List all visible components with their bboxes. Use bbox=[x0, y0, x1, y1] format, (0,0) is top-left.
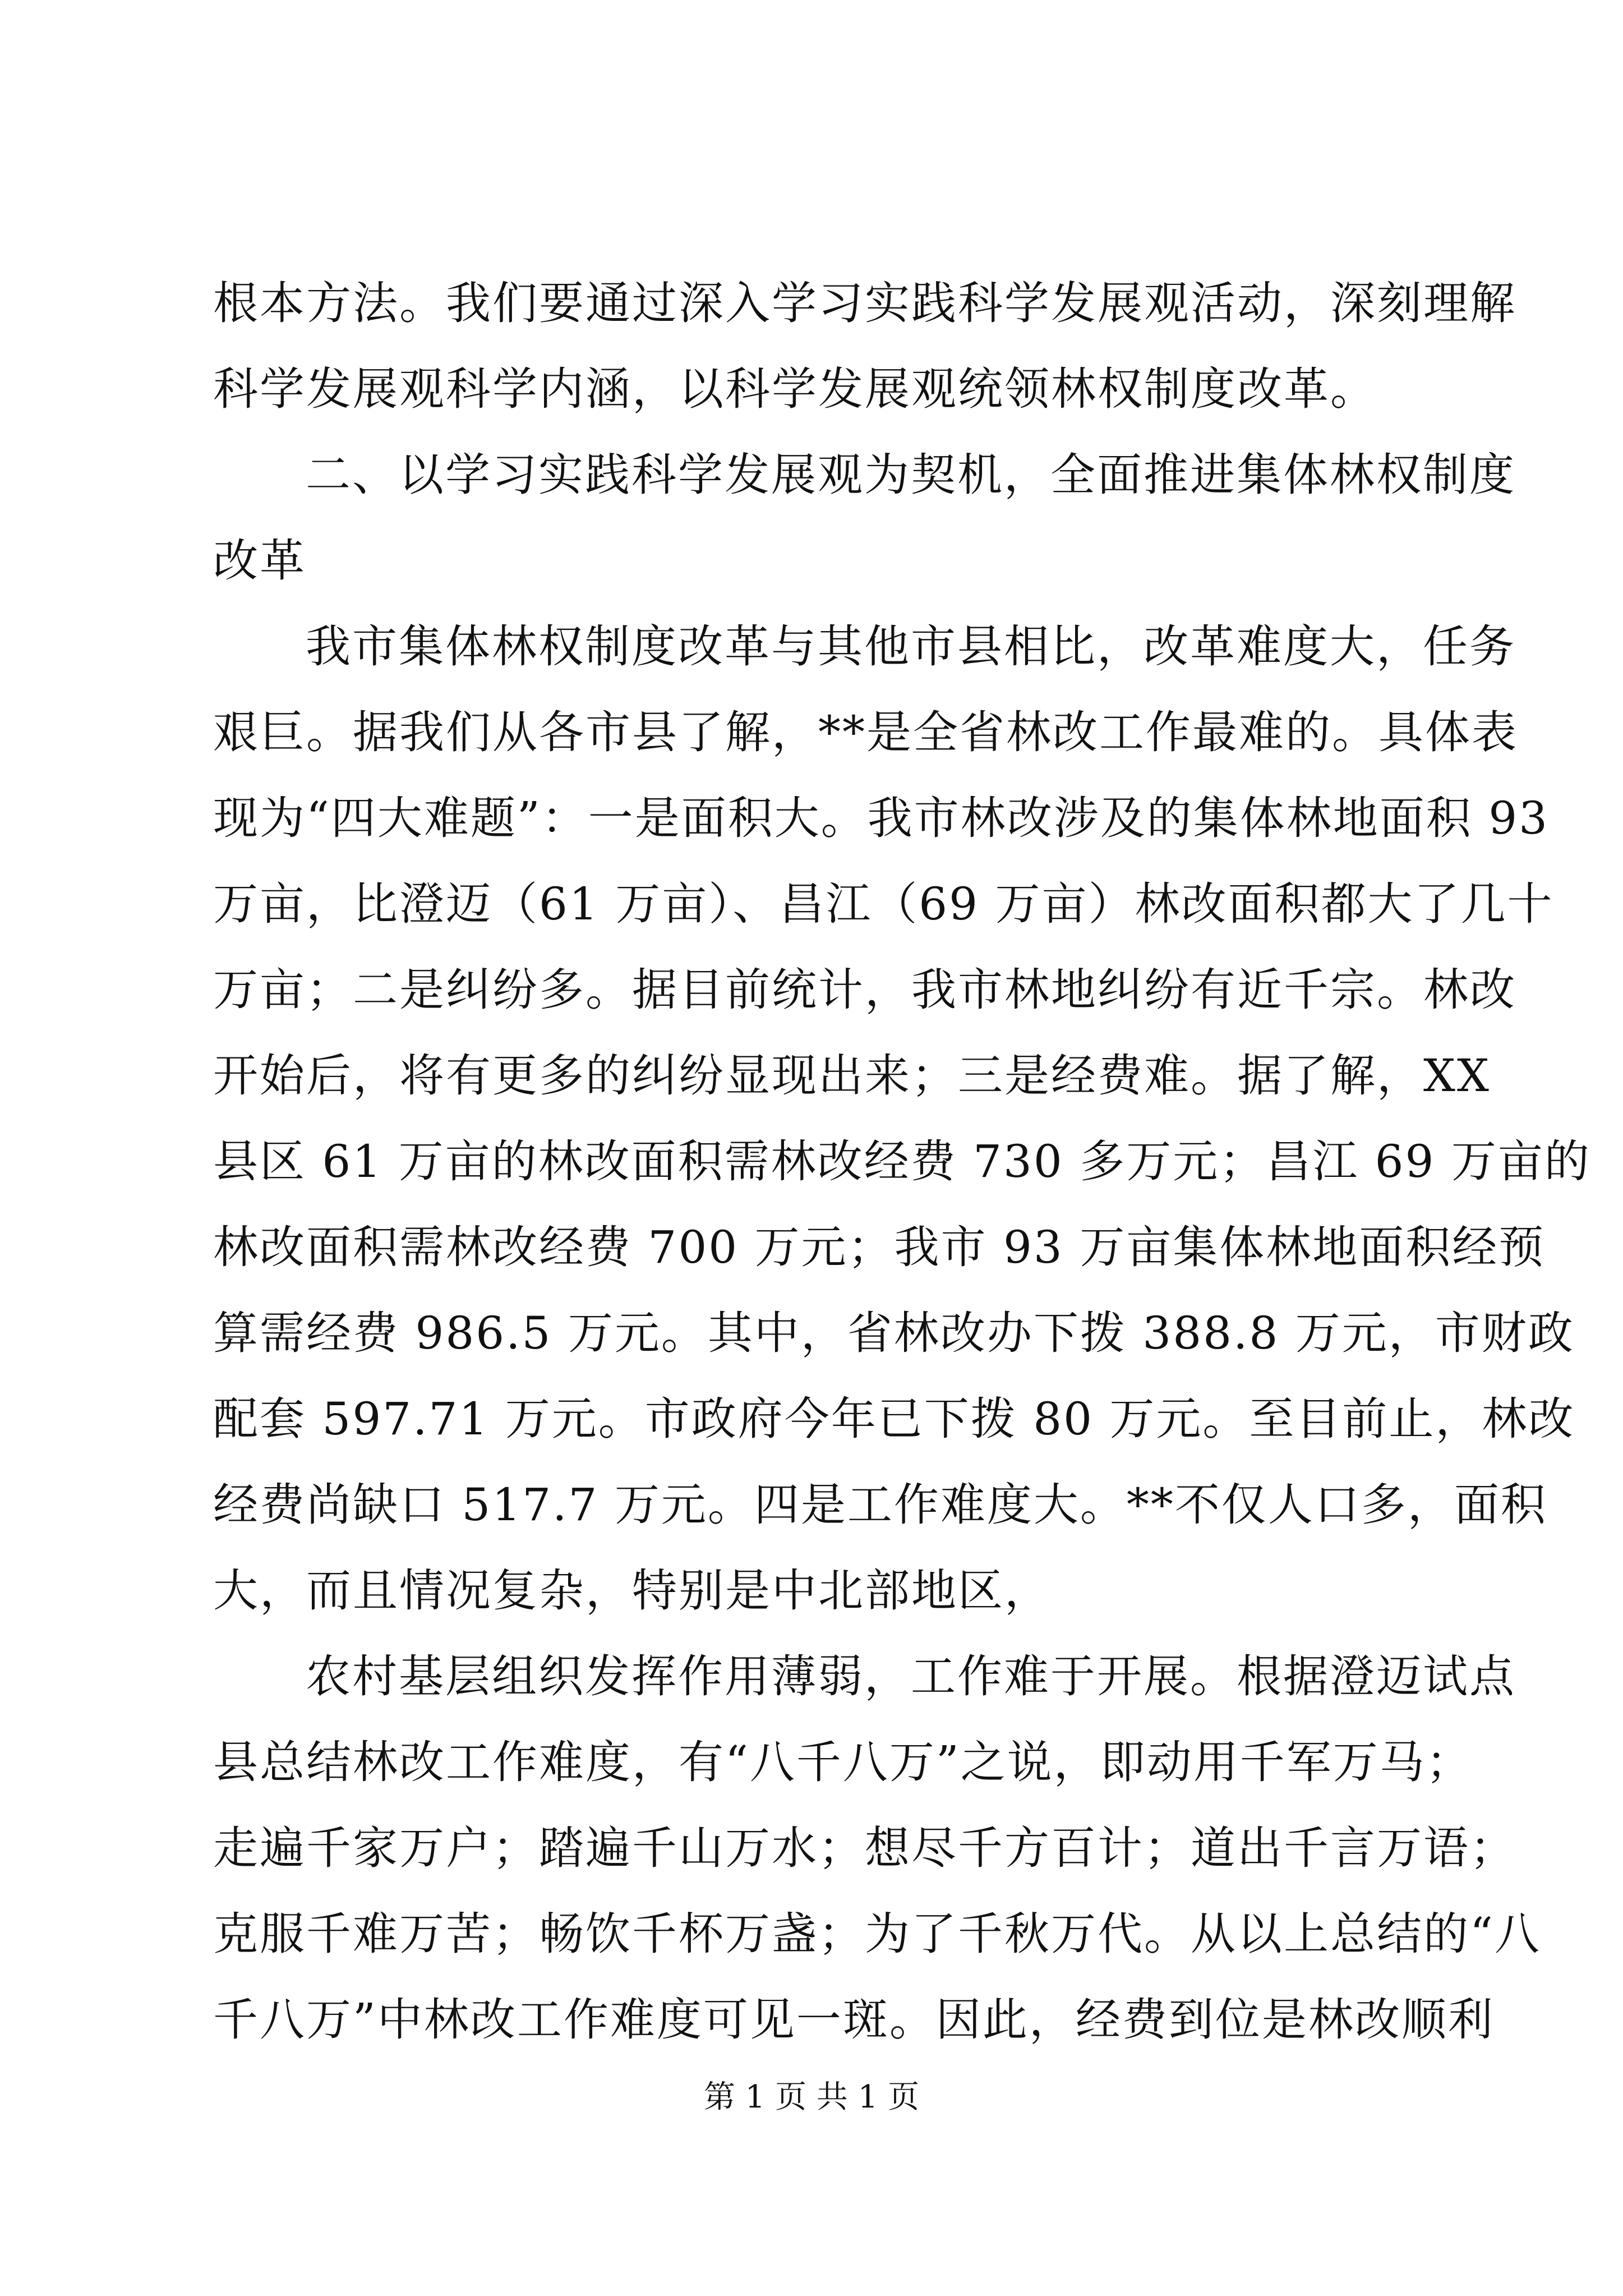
text-line: 走遍千家万户；踏遍千山万水；想尽千方百计；道出千言万语； bbox=[213, 1822, 1516, 1874]
text-line: 县区 61 万亩的林改面积需林改经费 730 多万元；昌江 69 万亩的 bbox=[213, 1135, 1591, 1188]
paragraph-start-line: 农村基层组织发挥作用薄弱，工作难于开展。根据澄迈试点 bbox=[306, 1650, 1516, 1703]
text-line: 现为“四大难题”：一是面积大。我市林改涉及的集体林地面积 93 bbox=[213, 792, 1550, 844]
text-line: 万亩；二是纠纷多。据目前统计，我市林地纠纷有近千宗。林改 bbox=[213, 964, 1516, 1016]
paragraph-start-line: 我市集体林权制度改革与其他市县相比，改革难度大，任务 bbox=[306, 620, 1516, 673]
text-line: 根本方法。我们要通过深入学习实践科学发展观活动，深刻理解 bbox=[213, 277, 1516, 329]
text-line: 克服千难万苦；畅饮千杯万盏；为了千秋万代。从以上总结的“八 bbox=[213, 1908, 1541, 1960]
text-line: 万亩，比澄迈（61 万亩）、昌江（69 万亩）林改面积都大了几十 bbox=[213, 878, 1554, 930]
text-line: 经费尚缺口 517.7 万元。四是工作难度大。**不仅人口多，面积 bbox=[213, 1479, 1547, 1531]
text-line: 算需经费 986.5 万元。其中，省林改办下拨 388.8 万元，市财政 bbox=[213, 1307, 1575, 1359]
text-line: 配套 597.71 万元。市政府今年已下拨 80 万元。至目前止，林改 bbox=[213, 1393, 1575, 1445]
text-line: 大，而且情况复杂，特别是中北部地区， bbox=[213, 1565, 1051, 1617]
section-heading-line: 改革 bbox=[213, 535, 306, 587]
text-line: 科学发展观科学内涵，以科学发展观统领林权制度改革。 bbox=[213, 363, 1377, 415]
text-line: 艰巨。据我们从各市县了解，**是全省林改工作最难的。具体表 bbox=[213, 706, 1518, 758]
page-footer: 第 1 页 共 1 页 bbox=[703, 2079, 920, 2115]
text-line: 林改面积需林改经费 700 万元；我市 93 万亩集体林地面积经预 bbox=[213, 1221, 1546, 1273]
text-line: 开始后，将有更多的纠纷显现出来；三是经费难。据了解，XX bbox=[213, 1050, 1491, 1102]
document-body bbox=[213, 260, 1591, 2063]
text-line: 千八万”中林改工作难度可见一斑。因此，经费到位是林改顺利 bbox=[213, 1994, 1495, 2046]
section-heading-line: 二、以学习实践科学发展观为契机，全面推进集体林权制度 bbox=[306, 449, 1516, 501]
text-line: 县总结林改工作难度，有“八千八万”之说，即动用千军万马； bbox=[213, 1736, 1473, 1788]
